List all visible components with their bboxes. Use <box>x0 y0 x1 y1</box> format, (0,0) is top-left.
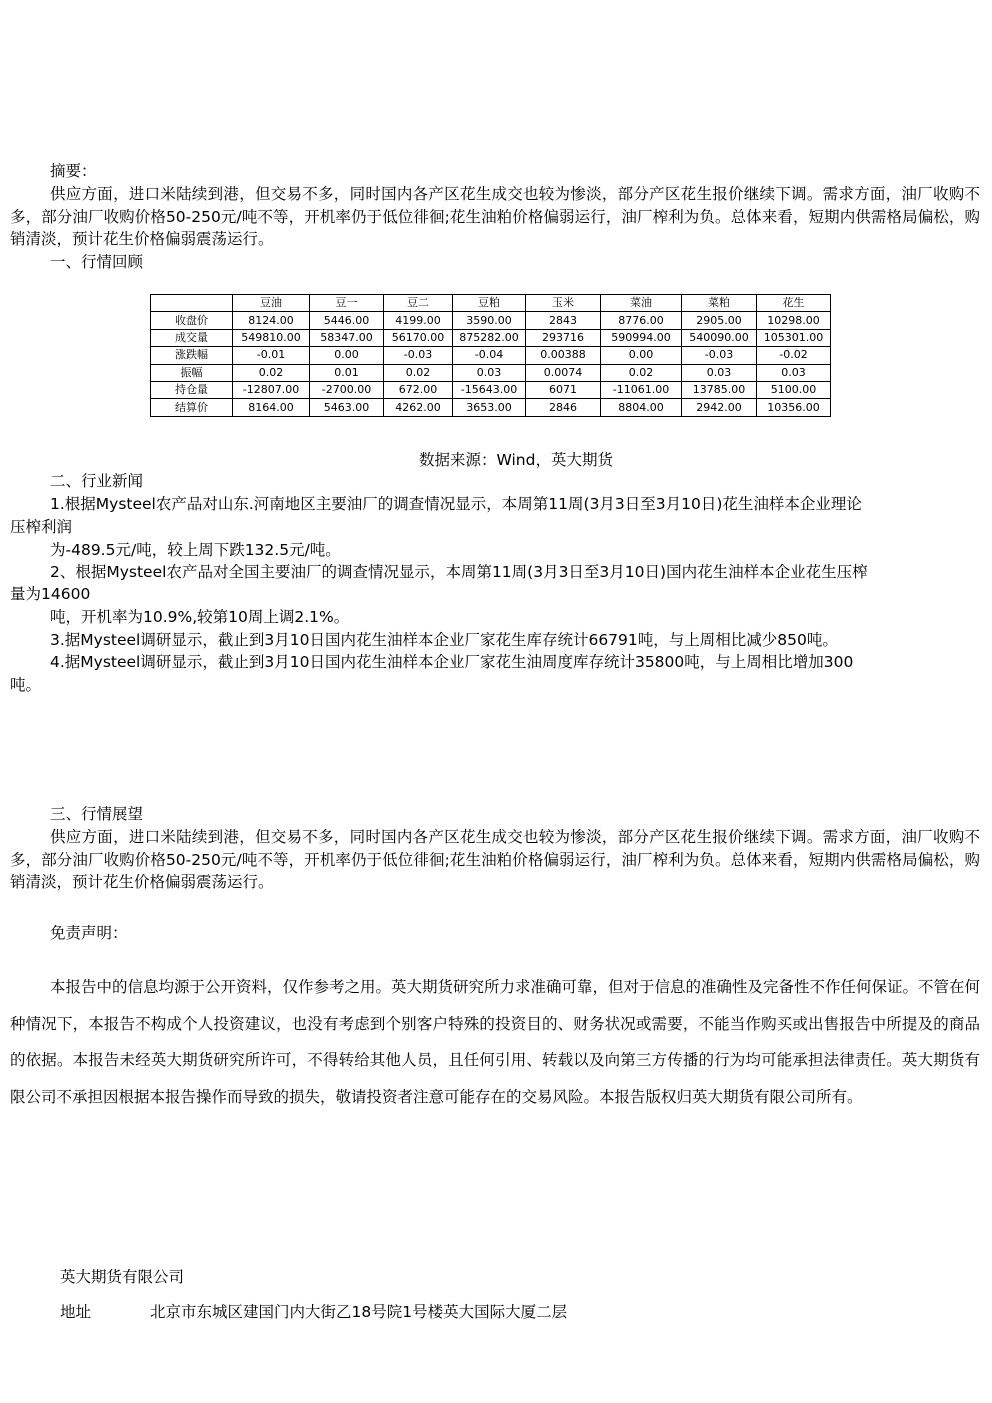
table-cell: 13785.00 <box>682 381 757 398</box>
disclaimer-heading: 免责声明： <box>50 924 128 942</box>
table-cell: 8164.00 <box>233 399 310 416</box>
table-cell: -12807.00 <box>233 381 310 398</box>
data-source-caption: 数据来源：Wind，英大期货 <box>419 451 613 469</box>
table-cell: 0.02 <box>233 364 310 381</box>
row-label: 涨跌幅 <box>151 347 233 364</box>
review-heading: 一、行情回顾 <box>50 253 144 271</box>
table-cell: 540090.00 <box>682 329 757 346</box>
table-cell: 0.03 <box>757 364 831 381</box>
summary-heading: 摘要： <box>50 162 97 180</box>
table-cell: 0.03 <box>453 364 526 381</box>
table-cell: 0.00388 <box>526 347 601 364</box>
table-header-cell: 花生 <box>757 295 831 312</box>
table-row <box>151 399 831 416</box>
news-line: 2、根据Mysteel农产品对全国主要油厂的调查情况显示，本周第11周(3月3日至3月10日)国内花生油样本企业花生压榨 <box>50 563 868 581</box>
table-cell: -0.01 <box>233 347 310 364</box>
table-row <box>151 329 831 346</box>
table-cell: 0.0074 <box>526 364 601 381</box>
table-cell: 0.02 <box>601 364 682 381</box>
row-label: 成交量 <box>151 329 233 346</box>
table-header-cell: 菜油 <box>601 295 682 312</box>
table-cell: 8124.00 <box>233 312 310 329</box>
table-cell: -15643.00 <box>453 381 526 398</box>
table-cell: 8776.00 <box>601 312 682 329</box>
table-cell: 0.00 <box>601 347 682 364</box>
table-header-cell: 豆油 <box>233 295 310 312</box>
news-line: 4.据Mysteel调研显示，截止到3月10日国内花生油样本企业厂家花生油周度库存统计35800吨，与上周相比增加300 <box>50 653 854 671</box>
table-row <box>151 312 831 329</box>
table-cell: 3653.00 <box>453 399 526 416</box>
table-cell: 56170.00 <box>384 329 453 346</box>
summary-text: 供应方面，进口米陆续到港，但交易不多，同时国内各产区花生成交也较为惨淡，部分产区花生报价继续下调。需求方面，油厂收购不多，部分油厂收购价格50-250元/吨不等，开机率仍于低位徘徊;花生油粕价格偏弱运行，油厂榨利为负。总体来看，短期内供需格局偏松，购销清淡，预计花生价格偏弱震荡运行。 <box>10 185 980 248</box>
news-heading: 二、行业新闻 <box>50 472 144 490</box>
table-cell: -0.02 <box>757 347 831 364</box>
address-label: 地址 <box>60 1303 92 1321</box>
company-name: 英大期货有限公司 <box>60 1268 185 1286</box>
table-cell: 2843 <box>526 312 601 329</box>
table-row <box>151 347 831 364</box>
row-label: 结算价 <box>151 399 233 416</box>
table-header-cell: 菜粕 <box>682 295 757 312</box>
table-cell: 58347.00 <box>310 329 384 346</box>
news-line: 吨，开机率为10.9%,较第10周上调2.1%。 <box>50 608 350 626</box>
table-header-cell: 豆二 <box>384 295 453 312</box>
table-row <box>151 381 831 398</box>
table-cell: 5100.00 <box>757 381 831 398</box>
row-label: 收盘价 <box>151 312 233 329</box>
outlook-text: 供应方面，进口米陆续到港，但交易不多，同时国内各产区花生成交也较为惨淡，部分产区花生报价继续下调。需求方面，油厂收购不多，部分油厂收购价格50-250元/吨不等，开机率仍于低位徘徊;花生油粕价格偏弱运行，油厂榨利为负。总体来看，短期内供需格局偏松，购销清淡，预计花生价格偏弱震荡运行。 <box>10 828 980 891</box>
table-row <box>151 364 831 381</box>
table-cell: -2700.00 <box>310 381 384 398</box>
table-header-cell: 豆粕 <box>453 295 526 312</box>
table-cell: -0.03 <box>682 347 757 364</box>
table-cell: 293716 <box>526 329 601 346</box>
disclaimer-text: 本报告中的信息均源于公开资料，仅作参考之用。英大期货研究所力求准确可靠，但对于信息的准确性及完备性不作任何保证。不管在何种情况下，本报告不构成个人投资建议，也没有考虑到个别客户特殊的投资目的、财务状况或需要，不能当作购买或出售报告中所提及的商品的依据。本报告未经英大期货研究所许可，不得转给其他人员，且任何引用、转载以及向第三方传播的行为均可能承担法律责任。英大期货有限公司不承担因根据本报告操作而导致的损失，敬请投资者注意可能存在的交易风险。本报告版权归英大期货有限公司所有。 <box>10 978 981 1106</box>
company-address: 北京市东城区建国门内大街乙18号院1号楼英大国际大厦二层 <box>150 1303 568 1321</box>
table-header-cell: 豆一 <box>310 295 384 312</box>
table-cell: 0.01 <box>310 364 384 381</box>
table-cell: 0.00 <box>310 347 384 364</box>
table-cell: 5446.00 <box>310 312 384 329</box>
news-line: 压榨利润 <box>10 518 73 536</box>
table-cell: 590994.00 <box>601 329 682 346</box>
table-cell: 875282.00 <box>453 329 526 346</box>
outlook-heading: 三、行情展望 <box>50 805 144 823</box>
news-line: 吨。 <box>10 676 42 694</box>
row-label: 振幅 <box>151 364 233 381</box>
news-line: 为-489.5元/吨，较上周下跌132.5元/吨。 <box>50 541 341 559</box>
table-cell: 5463.00 <box>310 399 384 416</box>
table-cell: 10298.00 <box>757 312 831 329</box>
table-cell: -0.03 <box>384 347 453 364</box>
table-cell: 4199.00 <box>384 312 453 329</box>
table-cell: 8804.00 <box>601 399 682 416</box>
news-line: 量为14600 <box>10 585 91 603</box>
table-cell: 3590.00 <box>453 312 526 329</box>
table-cell: 4262.00 <box>384 399 453 416</box>
table-header-row <box>151 295 831 312</box>
table-cell: 0.02 <box>384 364 453 381</box>
table-cell: 105301.00 <box>757 329 831 346</box>
table-cell: -11061.00 <box>601 381 682 398</box>
table-cell: 2846 <box>526 399 601 416</box>
table-cell: 2905.00 <box>682 312 757 329</box>
table-header-cell: 玉米 <box>526 295 601 312</box>
table-cell: 0.03 <box>682 364 757 381</box>
table-cell: 549810.00 <box>233 329 310 346</box>
table-header-cell <box>151 295 233 312</box>
table-cell: 6071 <box>526 381 601 398</box>
table-cell: 2942.00 <box>682 399 757 416</box>
row-label: 持仓量 <box>151 381 233 398</box>
table-cell: 10356.00 <box>757 399 831 416</box>
market-quotes-table <box>150 294 831 417</box>
news-line: 3.据Mysteel调研显示，截止到3月10日国内花生油样本企业厂家花生库存统计66791吨，与上周相比减少850吨。 <box>50 631 838 649</box>
news-line: 1.根据Mysteel农产品对山东.河南地区主要油厂的调查情况显示，本周第11周(3月3日至3月10日)花生油样本企业理论 <box>50 495 862 513</box>
table-cell: -0.04 <box>453 347 526 364</box>
table-cell: 672.00 <box>384 381 453 398</box>
